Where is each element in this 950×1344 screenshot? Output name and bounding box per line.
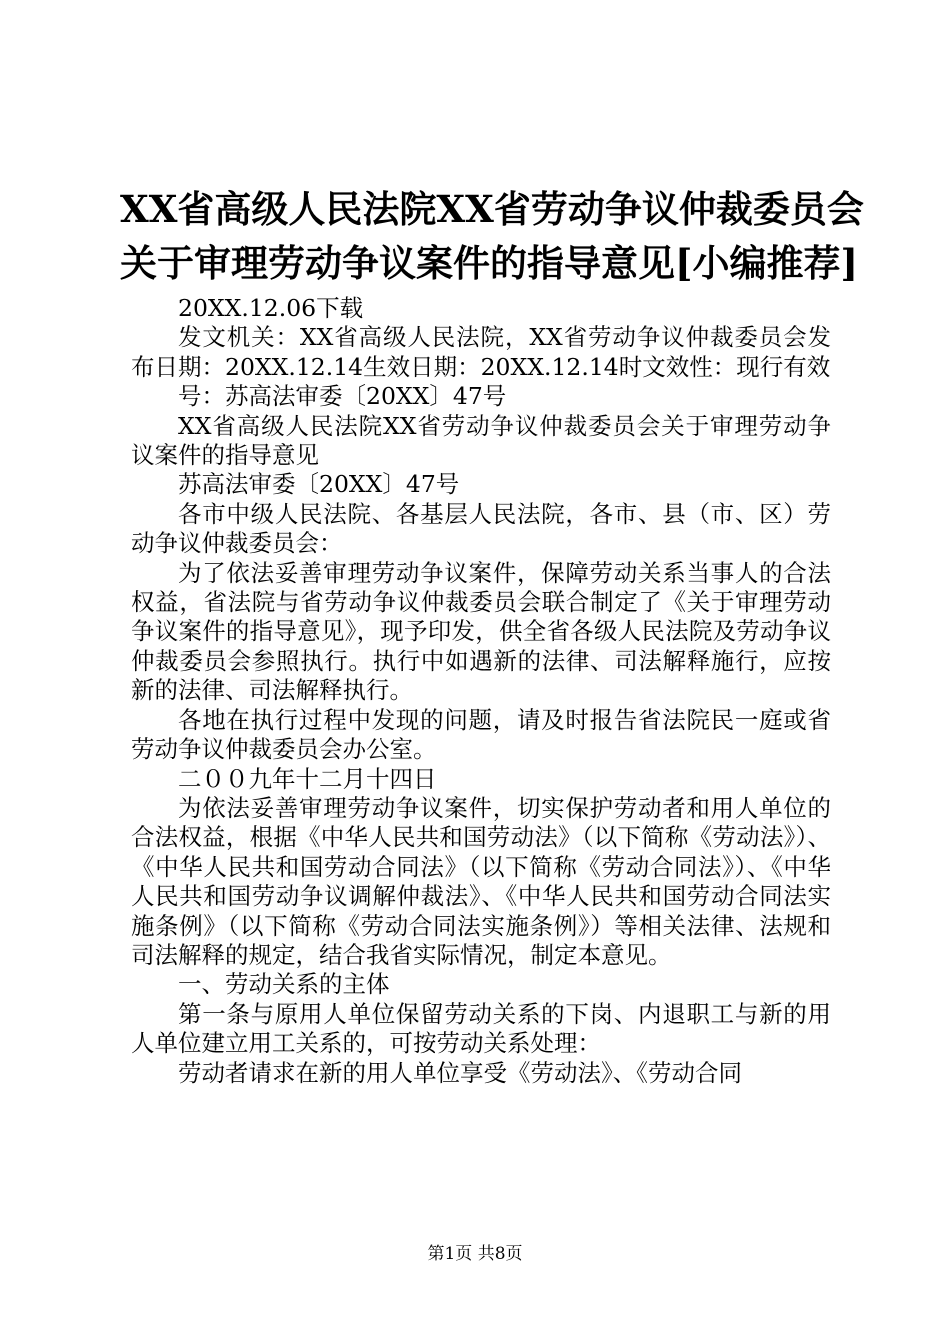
body-paragraph: 为了依法妥善审理劳动争议案件，保障劳动关系当事人的合法权益，省法院与省劳动争议仲裁委员会联合制定了《关于审理劳动争议案件的指导意见》，现予印发，供全省各级人民法院及劳动争议仲裁委员会参照执行。执行中如遇新的法律、司法解释施行，应按新的法律、司法解释执行。 xyxy=(131,558,831,705)
download-date: 20XX.12.06下载 xyxy=(178,294,364,322)
document-body xyxy=(131,294,831,1088)
body-paragraph: 为依法妥善审理劳动争议案件，切实保护劳动者和用人单位的合法权益，根据《中华人民共和国劳动法》（以下简称《劳动法》）、《中华人民共和国劳动合同法》（以下简称《劳动合同法》）、《中华人民共和国劳动争议调解仲裁法》、《中华人民共和国劳动合同法实施条例》（以下简称《劳动合同法实施条例》）等相关法律、法规和司法解释的规定，结合我省实际情况，制定本意见。 xyxy=(131,793,831,969)
addressee-paragraph: 各市中级人民法院、各基层人民法院，各市、县（市、区）劳动争议仲裁委员会： xyxy=(131,499,831,558)
document-title-line-1: XX省高级人民法院XX省劳动争议仲裁委员会 xyxy=(120,187,864,231)
page-footer: 第1页 共8页 xyxy=(427,1244,523,1264)
body-paragraph: 各地在执行过程中发现的问题，请及时报告省法院民一庭或省劳动争议仲裁委员会办公室。 xyxy=(131,705,831,764)
issuing-info: 发文机关：XX省高级人民法院，XX省劳动争议仲裁委员会发布日期：20XX.12.14生效日期：20XX.12.14时文效性：现行有效 xyxy=(131,323,831,381)
signing-date: 二００九年十二月十四日 xyxy=(178,764,437,793)
document-number: 号：苏高法审委〔20XX〕47号 xyxy=(178,382,507,411)
section-heading: 一、劳动关系的主体 xyxy=(178,970,390,999)
document-subtitle: XX省高级人民法院XX省劳动争议仲裁委员会关于审理劳动争议案件的指导意见 xyxy=(131,411,831,470)
article-paragraph: 第一条与原用人单位保留劳动关系的下岗、内退职工与新的用人单位建立用工关系的，可按劳动关系处理： xyxy=(131,999,831,1058)
document-title-line-2: 关于审理劳动争议案件的指导意见[小编推荐] xyxy=(120,241,859,285)
article-paragraph: 劳动者请求在新的用人单位享受《劳动法》、《劳动合同 xyxy=(178,1058,742,1087)
document-number-repeat: 苏高法审委〔20XX〕47号 xyxy=(178,470,460,499)
